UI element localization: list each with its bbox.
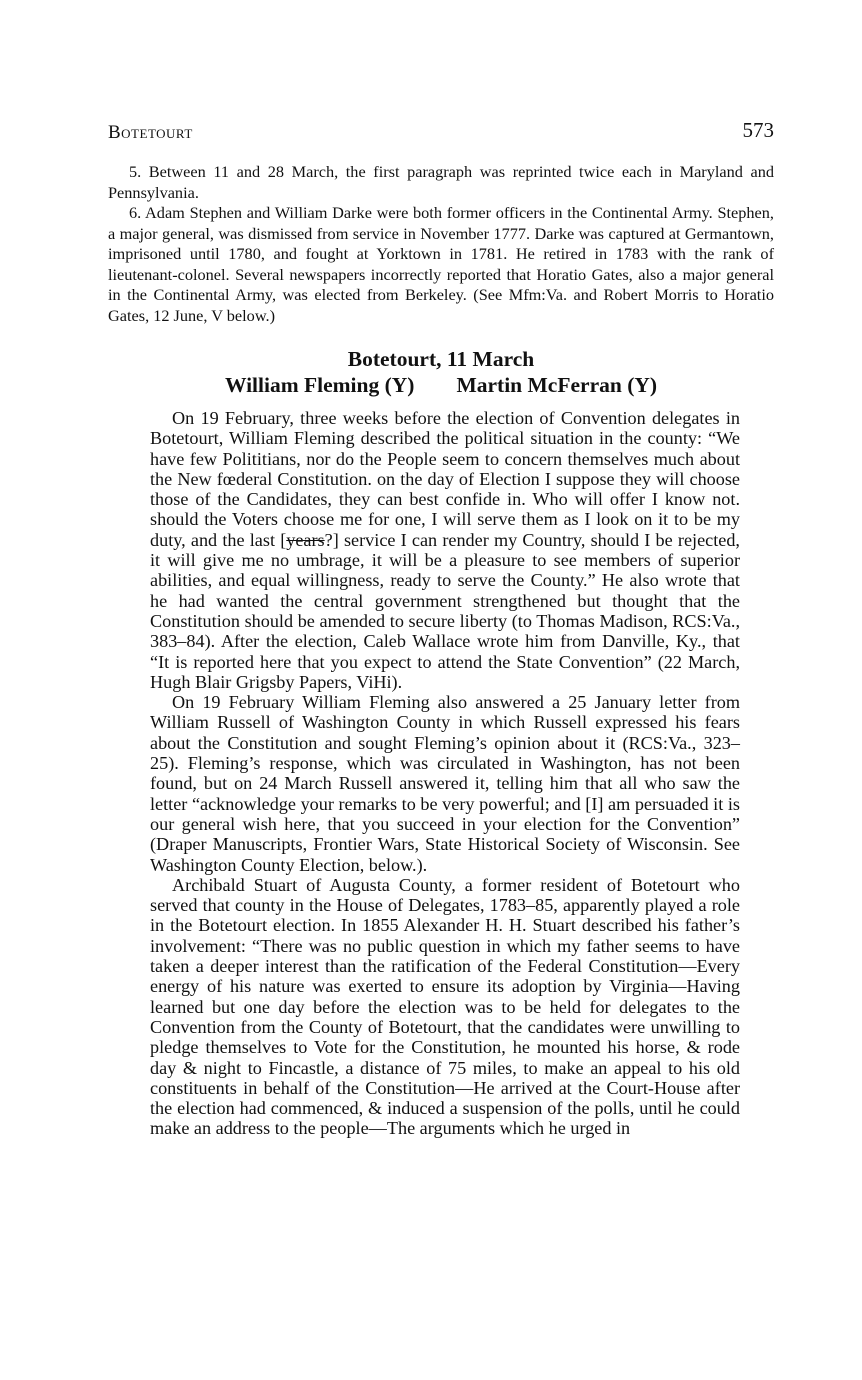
footnotes	[108, 162, 774, 326]
page-number: 573	[742, 118, 774, 142]
footnote-6: 6. Adam Stephen and William Darke were both former officers in the Continental Army. Stephen, a major general, was dismissed from service in November 1777. Darke was captured at Germantown, imprisoned until 1780, and fought at Yorktown in 1781. He retired in 1783 with the rank of lieutenant-colonel. Several newspapers incorrectly reported that Horatio Gates, also a major general in the Continental Army, was elected from Berkeley. (See Mfm:Va. and Robert Morris to Horatio Gates, 12 June, V below.)	[108, 203, 774, 325]
section-heading	[108, 346, 774, 398]
delegates-line	[108, 372, 774, 398]
struck-word: years	[286, 529, 325, 550]
section-title: Botetourt, 11 March	[347, 347, 535, 371]
paragraph-1	[150, 408, 740, 692]
running-title: Botetourt	[108, 122, 193, 143]
delegate-fleming: William Fleming (Y)	[224, 373, 415, 397]
footnote-5: 5. Between 11 and 28 March, the first paragraph was reprinted twice each in Maryland and Pennsylvania.	[108, 162, 774, 202]
delegate-mcferran: Martin McFerran (Y)	[456, 373, 658, 397]
paragraph-2: On 19 February William Fleming also answered a 25 January letter from William Russell of Washington County in which Russell expressed his fears about the Constitution and sought Fleming’s opinion about it (RCS:Va., 323–25). Fleming’s response, which was circulated in Washington, has not been found, but on 24 March Russell answered it, telling him that all who saw the letter “acknowledge your remarks to be very powerful; and [I] am persuaded it is our general wish here, that you succeed in your election for the Convention” (Draper Manuscripts, Frontier Wars, State Historical Society of Wisconsin. See Washington County Election, below.).	[150, 692, 740, 875]
paragraph-1-start: On 19 February, three weeks before the election of Convention delegates in Botetourt, William Fleming described the political situation in the county: “We have few Polititians, nor do the People seem to concern themselves much about the New fœderal Constitution. on the day of Election I suppose they will choose those of the Candidates, they can best confide in. Who will offer I know not. should the Voters choose me for one, I will serve them as I look on it to be my duty, and the last [	[150, 408, 740, 550]
paragraph-1-end: ?] service I can render my Country, should I be rejected, it will give me no umbrage, it will be a pleasure to see members of superior abilities, and equal willingness, ready to serve the County.” He also wrote that he had wanted the central government strengthened but thought that the Constitution should be amended to secure liberty (to Thomas Madison, RCS:Va., 383–84). After the election, Caleb Wallace wrote him from Danville, Ky., that “It is reported here that you expect to attend the State Convention” (22 March, Hugh Blair Grigsby Papers, ViHi).	[150, 529, 740, 692]
body-text	[150, 408, 740, 1139]
paragraph-3: Archibald Stuart of Augusta County, a former resident of Botetourt who served that county in the House of Delegates, 1783–85, apparently played a role in the Botetourt election. In 1855 Alexander H. H. Stuart described his father’s involvement: “There was no public question in which my father seems to have taken a deeper interest than the ratification of the Federal Constitution—Every energy of his nature was exerted to ensure its adoption by Virginia—Having learned but one day before the election was to be held for delegates to the Convention from the County of Botetourt, that the candidates were unwilling to pledge themselves to Vote for the Constitution, he mounted his horse, & rode day & night to Fincastle, a distance of 75 miles, to make an appeal to his old constituents in behalf of the Constitution—He arrived at the Court-House after the election had commenced, & induced a suspension of the polls, until he could make an address to the people—The arguments which he urged in	[150, 874, 740, 1139]
running-head	[108, 118, 774, 148]
